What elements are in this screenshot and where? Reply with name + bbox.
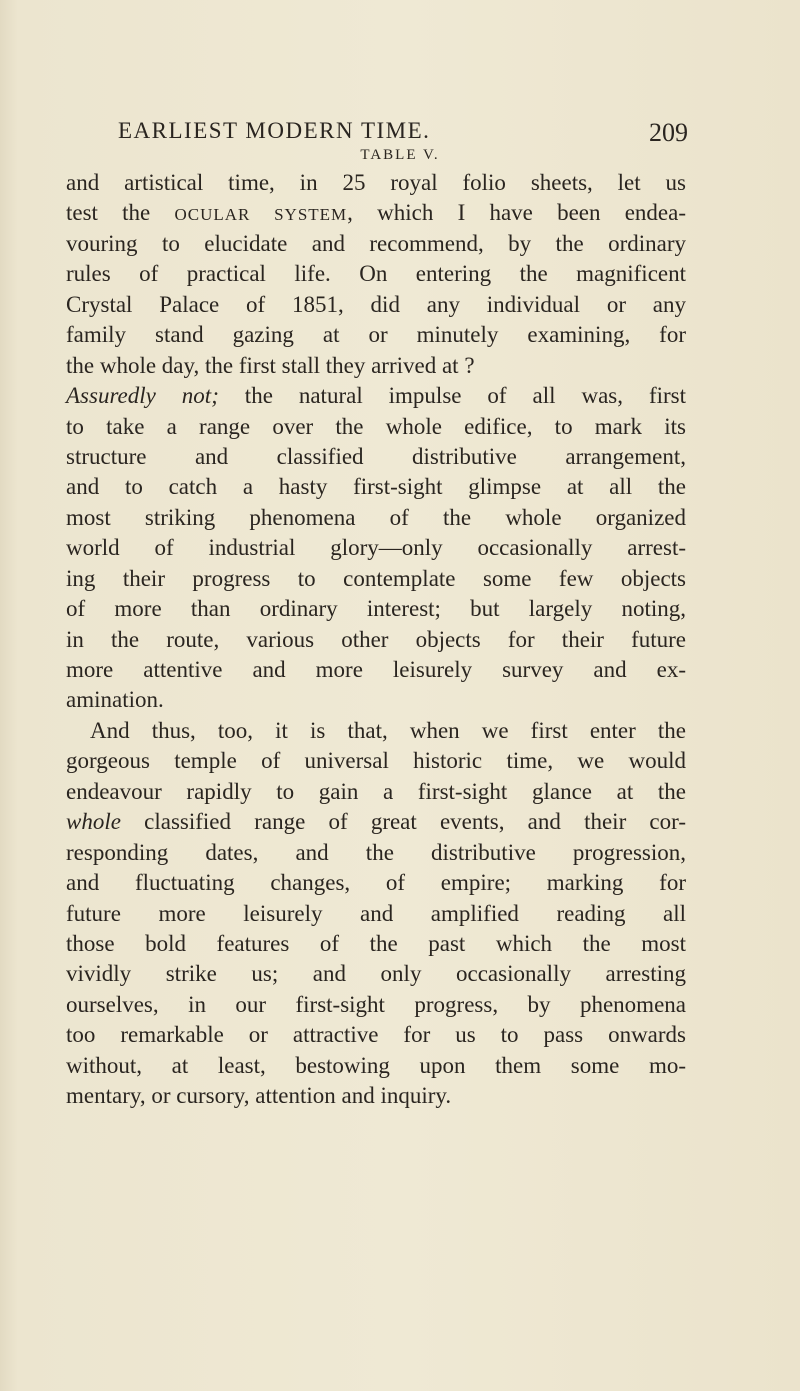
text-line: and to catch a hasty first-sight glimpse at all the — [66, 474, 686, 500]
table-label: TABLE V. — [360, 147, 440, 163]
running-title: EARLIEST MODERN TIME. — [118, 118, 431, 143]
text-line: Assuredly not; the natural impulse of all was, first — [66, 383, 686, 409]
text-line: ing their progress to contemplate some few objects — [66, 565, 686, 591]
text-line: world of industrial glory—only occasionally arrest- — [66, 535, 686, 561]
body-text — [66, 168, 686, 1112]
text-line: structure and classified distributive arrangement, — [66, 443, 686, 469]
text-line: of more than ordinary interest; but largely noting, — [66, 596, 686, 622]
text-line: amination. — [66, 687, 164, 713]
page-number: 209 — [649, 118, 688, 147]
text-line: vividly strike us; and only occasionally arresting — [66, 961, 686, 987]
text-line: rules of practical life. On entering the magnificent — [66, 261, 686, 287]
text-line: and fluctuating changes, of empire; marking for — [66, 870, 686, 896]
text-line: in the route, various other objects for their future — [66, 626, 686, 652]
text-line: responding dates, and the distributive progression, — [66, 839, 686, 865]
text-line: vouring to elucidate and recommend, by the ordinary — [66, 230, 686, 256]
text-line: the whole day, the first stall they arrived at ? — [66, 352, 475, 378]
text-line: more attentive and more leisurely survey and ex- — [66, 657, 686, 682]
text-line: gorgeous temple of universal historic time, we would — [66, 748, 686, 774]
text-line: endeavour rapidly to gain a first-sight glance at the — [66, 778, 686, 804]
text-line: mentary, or cursory, attention and inquiry. — [66, 1083, 452, 1109]
text-line: whole classified range of great events, and their cor- — [66, 809, 686, 835]
text-line: Crystal Palace of 1851, did any individual or any — [66, 291, 686, 317]
text-line: those bold features of the past which the most — [66, 930, 686, 956]
text-line: ourselves, in our first-sight progress, by phenomena — [66, 991, 686, 1017]
italic-phrase: Assuredly not; — [66, 383, 219, 409]
text-line: to take a range over the whole edifice, to mark its — [66, 413, 686, 439]
text-line: test the OCULAR SYSTEM, which I have been endea- — [66, 200, 686, 226]
text-line: most striking phenomena of the whole organized — [66, 504, 686, 530]
text-line: without, at least, bestowing upon them some mo- — [66, 1052, 686, 1078]
text-line: family stand gazing at or minutely examining, for — [66, 322, 686, 348]
text-line: And thus, too, it is that, when we first enter the — [90, 717, 686, 743]
small-caps-term: OCULAR SYSTEM — [174, 205, 348, 225]
text-line: and artistical time, in 25 royal folio sheets, let us — [66, 170, 686, 195]
text-line: too remarkable or attractive for us to pass onwards — [66, 1022, 686, 1048]
text-line: future more leisurely and amplified reading all — [66, 900, 686, 926]
italic-phrase: whole — [66, 809, 121, 835]
